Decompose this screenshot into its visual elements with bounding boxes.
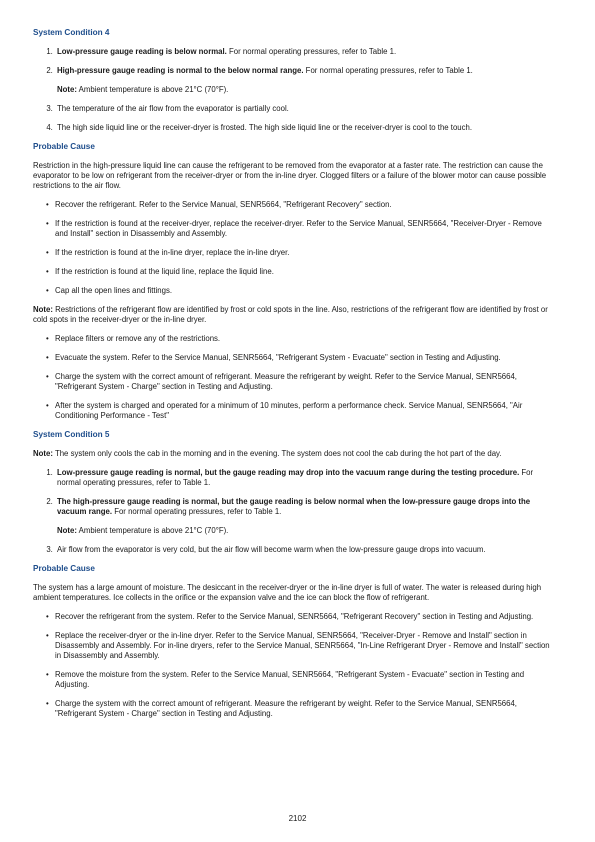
list-item: • Charge the system with the correct amount of refrigerant. Measure the refrigerant by weight. Refer to the Service Manual, SENR5664, "Refrigerant System - Charge" section in Testing and Adjusting. bbox=[55, 372, 553, 392]
list-item: 1. Low-pressure gauge reading is below normal. For normal operating pressures, refer to Table 1. bbox=[55, 47, 553, 57]
list-item: • If the restriction is found at the in-line dryer, replace the in-line dryer. bbox=[55, 248, 553, 258]
list-item: • Recover the refrigerant from the system. Refer to the Service Manual, SENR5664, "Refrigerant Recovery" section in Testing and Adjusting. bbox=[55, 612, 553, 622]
list-item: • After the system is charged and operated for a minimum of 10 minutes, perform a performance check. Service Manual, SENR5664, "Air Conditioning Performance - Test" bbox=[55, 401, 553, 421]
list-item: 2. High-pressure gauge reading is normal to the below normal range. For normal operating pressures, refer to Table 1. Note: Ambient temperature is above 21°C (70°F). bbox=[55, 66, 553, 95]
condition-4-list bbox=[33, 47, 553, 133]
probable-cause-heading: Probable Cause bbox=[33, 142, 95, 151]
list-item: 4. The high side liquid line or the receiver-dryer is frosted. The high side liquid line or the receiver-dryer is cool to the touch. bbox=[55, 123, 553, 133]
list-item: 3. The temperature of the air flow from the evaporator is partially cool. bbox=[55, 104, 553, 114]
list-item: 1. Low-pressure gauge reading is normal, but the gauge reading may drop into the vacuum range during the testing procedure. For normal operating pressures, refer to Table 1. bbox=[55, 468, 553, 488]
list-item: • Replace the receiver-dryer or the in-line dryer. Refer to the Service Manual, SENR5664, "Receiver-Dryer - Remove and Install" section in Disassembly and Assembly. For in-line dryers, refer to the Service Manual, SENR5664, "In-Line Refrigerant Dryer - Remove and Install" section in Disassembly and Assembly. bbox=[55, 631, 553, 661]
restriction-note: Note: Restrictions of the refrigerant flow are identified by frost or cold spots in the line. Also, restrictions of the refrigerant flow are identified by frost or cold spots in the receiver-dryer or the in-line dryer. bbox=[33, 305, 548, 324]
list-item: • Remove the moisture from the system. Refer to the Service Manual, SENR5664, "Refrigerant System - Evacuate" section in Testing and Adjusting. bbox=[55, 670, 553, 690]
list-item: 3. Air flow from the evaporator is very cold, but the air flow will become warm when the low-pressure gauge drops into vacuum. bbox=[55, 545, 553, 555]
cause-4-steps bbox=[33, 200, 553, 296]
probable-cause-intro: The system has a large amount of moisture. The desiccant in the receiver-dryer or the in-line dryer is full of water. The water is released during high ambient temperatures. Ice collects in the orifice or the expansion valve and the ice can block the flow of refrigerant. bbox=[33, 583, 542, 602]
probable-cause-intro: Restriction in the high-pressure liquid line can cause the refrigerant to be removed from the evaporator at a faster rate. The restriction can cause the evaporator to be low on refrigerant from the receiver-dryer or from the in-line dryer. Clogged filters or a failure of the blower motor can cause possible restrictions to the air flow. bbox=[33, 161, 547, 190]
list-item: • Recover the refrigerant. Refer to the Service Manual, SENR5664, "Refrigerant Recovery" section. bbox=[55, 200, 553, 210]
list-item: • Charge the system with the correct amount of refrigerant. Measure the refrigerant by weight. Refer to the Service Manual, SENR5664, "Refrigerant System - Charge" section in Testing and Adjusting. bbox=[55, 699, 553, 719]
list-item: • Cap all the open lines and fittings. bbox=[55, 286, 553, 296]
list-item: • Evacuate the system. Refer to the Service Manual, SENR5664, "Refrigerant System - Evacuate" section in Testing and Adjusting. bbox=[55, 353, 553, 363]
document-page bbox=[33, 28, 553, 728]
ambient-note: Note: Ambient temperature is above 21°C (70°F). bbox=[57, 526, 229, 535]
list-item: • If the restriction is found at the receiver-dryer, replace the receiver-dryer. Refer to the Service Manual, SENR5664, "Receiver-Dryer - Remove and Install" section in Disassembly and Assembly. bbox=[55, 219, 553, 239]
list-item: 2. The high-pressure gauge reading is normal, but the gauge reading is below normal when the low-pressure gauge drops into the vacuum range. For normal operating pressures, refer to Table 1. Note: Ambient temperature is above 21°C (70°F). bbox=[55, 497, 553, 536]
cause-5-steps bbox=[33, 612, 553, 719]
condition-5-note: Note: The system only cools the cab in the morning and in the evening. The system does not cool the cab during the hot part of the day. bbox=[33, 449, 502, 458]
system-condition-5-heading: System Condition 5 bbox=[33, 430, 110, 439]
ambient-note: Note: Ambient temperature is above 21°C (70°F). bbox=[57, 85, 229, 94]
page-number: 2102 bbox=[288, 814, 307, 823]
probable-cause-heading: Probable Cause bbox=[33, 564, 95, 573]
list-item: • Replace filters or remove any of the restrictions. bbox=[55, 334, 553, 344]
cause-4-steps-2 bbox=[33, 334, 553, 421]
list-item: • If the restriction is found at the liquid line, replace the liquid line. bbox=[55, 267, 553, 277]
system-condition-4-heading: System Condition 4 bbox=[33, 28, 110, 37]
condition-5-list bbox=[33, 468, 553, 555]
